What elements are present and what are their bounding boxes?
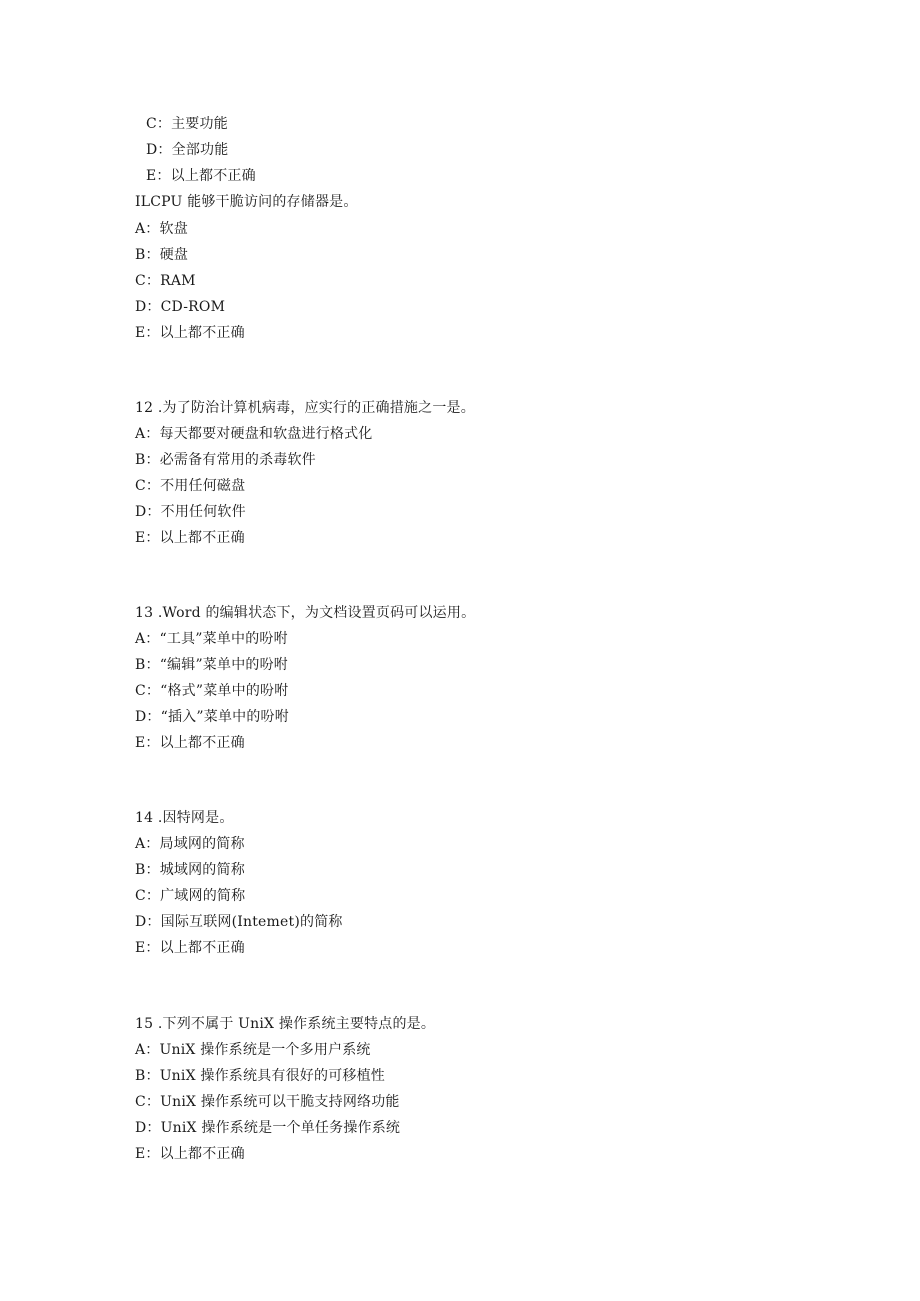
- q15-option-c: C：UniX 操作系统可以干脆支持网络功能: [135, 1094, 400, 1110]
- option-c: C：主要功能: [146, 116, 228, 132]
- question-13: 13 .Word 的编辑状态下，为文档设置页码可以运用。: [135, 605, 476, 621]
- q12-option-d: D：不用任何软件: [135, 504, 246, 520]
- q15-option-b: B：UniX 操作系统具有很好的可移植性: [135, 1068, 385, 1084]
- q12-option-b: B：必需备有常用的杀毒软件: [135, 452, 316, 468]
- q13-option-b: B：“编辑”菜单中的吩咐: [135, 657, 289, 673]
- question-11: ILCPU 能够干脆访问的存储器是。: [135, 194, 358, 210]
- q13-option-e: E：以上都不正确: [135, 735, 245, 751]
- q11-option-c: C：RAM: [135, 273, 196, 289]
- q12-option-e: E：以上都不正确: [135, 530, 245, 546]
- q15-option-a: A：UniX 操作系统是一个多用户系统: [135, 1042, 371, 1058]
- q11-option-a: A：软盘: [135, 221, 188, 237]
- question-14: 14 .因特网是。: [135, 810, 234, 826]
- q13-option-c: C：“格式”菜单中的吩咐: [135, 683, 289, 699]
- question-12: 12 .为了防治计算机病毒，应实行的正确措施之一是。: [135, 400, 475, 416]
- q15-option-d: D：UniX 操作系统是一个单任务操作系统: [135, 1120, 401, 1136]
- q13-option-a: A：“工具”菜单中的吩咐: [135, 631, 288, 647]
- option-d: D：全部功能: [146, 142, 229, 158]
- q11-option-e: E：以上都不正确: [135, 325, 245, 341]
- q12-option-a: A：每天都要对硬盘和软盘进行格式化: [135, 426, 373, 442]
- q14-option-e: E：以上都不正确: [135, 940, 245, 956]
- q14-option-c: C：广域网的简称: [135, 888, 246, 904]
- q12-option-c: C：不用任何磁盘: [135, 478, 246, 494]
- q13-option-d: D：“插入”菜单中的吩咐: [135, 709, 289, 725]
- q14-option-b: B：城域网的简称: [135, 862, 245, 878]
- option-e: E：以上都不正确: [146, 168, 256, 184]
- q14-option-a: A：局域网的简称: [135, 836, 245, 852]
- q11-option-d: D：CD-ROM: [135, 299, 226, 315]
- question-15: 15 .下列不属于 UniX 操作系统主要特点的是。: [135, 1016, 436, 1032]
- q11-option-b: B：硬盘: [135, 247, 189, 263]
- q15-option-e: E：以上都不正确: [135, 1146, 245, 1162]
- q14-option-d: D：国际互联网(Intemet)的简称: [135, 914, 343, 930]
